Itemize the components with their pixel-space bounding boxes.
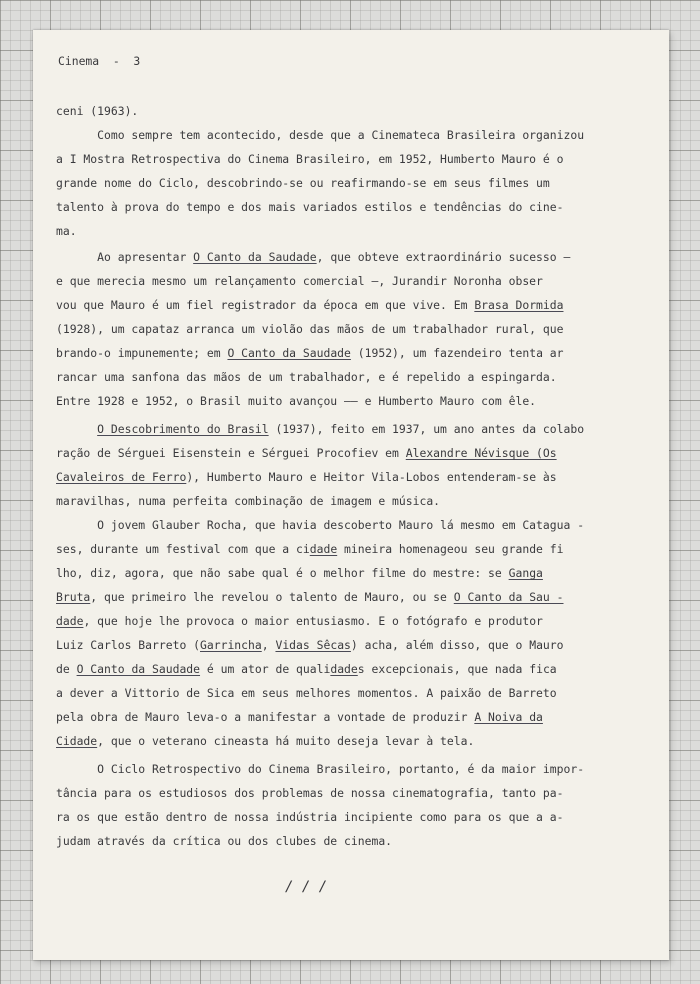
underlined-film-title: Vidas Sêcas	[275, 638, 351, 652]
text-line: talento à prova do tempo e dos mais variados estilos e tendências do cine-	[56, 200, 564, 214]
text-line: a I Mostra Retrospectiva do Cinema Brasileiro, em 1952, Humberto Mauro é o	[56, 152, 564, 166]
text-line: de O Canto da Saudade é um ator de qualidades excepcionais, que nada fica	[56, 662, 557, 676]
underlined-film-title: O Canto da Sau -	[453, 590, 564, 604]
underlined-film-title: O Descobrimento do Brasil	[97, 422, 269, 436]
underlined-film-title: Cavaleiros de Ferro	[56, 470, 187, 484]
text-line: maravilhas, numa perfeita combinação de imagem e música.	[56, 494, 441, 508]
text-line: ses, durante um festival com que a cidade mineira homenageou seu grande fi	[56, 542, 564, 556]
text-line: Como sempre tem acontecido, desde que a Cinemateca Brasileira organizou	[56, 128, 585, 142]
text-line: O Ciclo Retrospectivo do Cinema Brasileiro, portanto, é da maior impor-	[56, 762, 585, 776]
typewritten-page	[33, 30, 669, 960]
underlined-film-title: dade	[309, 542, 338, 556]
text-line: lho, diz, agora, que não sabe qual é o melhor filme do mestre: se Ganga	[56, 566, 543, 580]
text-line: dade, que hoje lhe provoca o maior entusiasmo. E o fotógrafo e produtor	[56, 614, 543, 628]
text-line: (1928), um capataz arranca um violão das mãos de um trabalhador rural, que	[56, 322, 564, 336]
text-line: tância para os estudiosos dos problemas de nossa cinematografia, tanto pa-	[56, 786, 564, 800]
underlined-film-title: Ganga	[508, 566, 543, 580]
text-line: grande nome do Ciclo, descobrindo-se ou reafirmando-se em seus filmes um	[56, 176, 550, 190]
underlined-film-title: dade	[330, 662, 358, 676]
underlined-film-title: Garrincha	[200, 638, 262, 652]
underlined-film-title: Brasa Dormida	[474, 298, 564, 312]
closing-slashes: / / /	[285, 879, 328, 895]
underlined-film-title: dade	[56, 614, 84, 628]
underlined-film-title: Alexandre Névisque (Os	[405, 446, 557, 460]
text-line: judam através da crítica ou dos clubes de cinema.	[56, 834, 393, 848]
underlined-film-title: Bruta	[56, 590, 91, 604]
underlined-film-title: Cidade	[56, 734, 98, 748]
page-header: Cinema - 3	[58, 54, 141, 68]
underlined-film-title: A Noiva da	[474, 710, 543, 724]
text-line: e que merecia mesmo um relançamento comercial —, Jurandir Noronha obser	[56, 274, 543, 288]
text-line: ceni (1963).	[56, 104, 139, 118]
text-line: ma.	[56, 224, 77, 238]
text-line: Bruta, que primeiro lhe revelou o talento de Mauro, ou se O Canto da Sau -	[56, 590, 564, 604]
text-line: brando-o impunemente; em O Canto da Saudade (1952), um fazendeiro tenta ar	[56, 346, 564, 360]
text-line: Luiz Carlos Barreto (Garrincha, Vidas Sêcas) acha, além disso, que o Mauro	[56, 638, 564, 652]
text-line: ração de Sérguei Eisenstein e Sérguei Procofiev em Alexandre Névisque (Os	[56, 446, 557, 460]
underlined-film-title: O Canto da Saudade	[76, 662, 201, 676]
text-line: O Descobrimento do Brasil (1937), feito em 1937, um ano antes da colabo	[97, 422, 585, 436]
text-line: ra os que estão dentro de nossa indústria incipiente como para os que a a-	[56, 810, 564, 824]
underlined-film-title: O Canto da Saudade	[193, 250, 317, 264]
text-line: Cavaleiros de Ferro), Humberto Mauro e Heitor Vila-Lobos entenderam-se às	[56, 470, 557, 484]
text-line: rancar uma sanfona das mãos de um trabalhador, e é repelido a espingarda.	[56, 370, 557, 384]
text-line: a dever a Vittorio de Sica em seus melhores momentos. A paixão de Barreto	[56, 686, 557, 700]
text-line: vou que Mauro é um fiel registrador da época em que vive. Em Brasa Dormida	[56, 298, 564, 312]
text-line: pela obra de Mauro leva-o a manifestar a vontade de produzir A Noiva da	[56, 710, 543, 724]
text-line: O jovem Glauber Rocha, que havia descoberto Mauro lá mesmo em Catagua -	[56, 518, 585, 532]
text-line: Ao apresentar O Canto da Saudade, que obteve extraordinário sucesso —	[56, 250, 571, 264]
text-line: Cidade, que o veterano cineasta há muito deseja levar à tela.	[56, 734, 475, 748]
underlined-film-title: O Canto da Saudade	[227, 346, 351, 360]
text-line: Entre 1928 e 1952, o Brasil muito avançou —— e Humberto Mauro com êle.	[56, 394, 537, 408]
